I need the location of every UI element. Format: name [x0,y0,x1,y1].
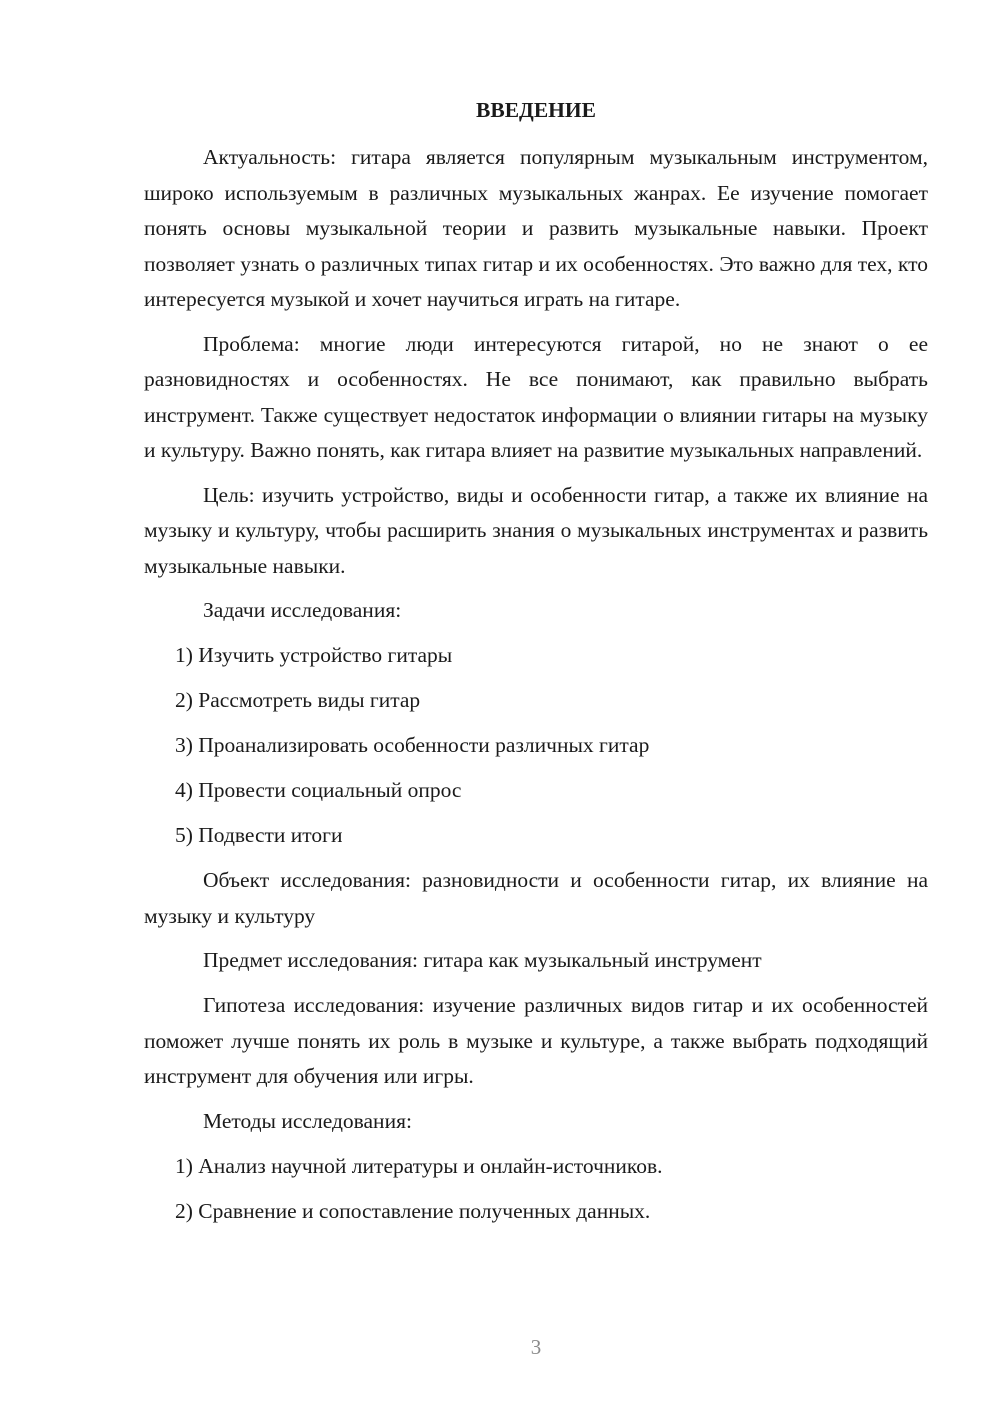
task-item: 3) Проанализировать особенности различных гитар [175,733,650,757]
page-content [144,92,928,1239]
methods-list [144,1149,928,1230]
methods-heading: Методы исследования: [203,1108,412,1133]
goal-paragraph: Цель: изучить устройство, виды и особенности гитар, а также их влияние на музыку и культуру, чтобы расширить знания о музыкальных инструментах и развить музыкальные навыки. [144,482,928,578]
method-item: 2) Сравнение и сопоставление полученных данных. [175,1198,651,1223]
section-title: ВВЕДЕНИЕ [476,98,596,122]
subject-paragraph: Предмет исследования: гитара как музыкальный инструмент [203,948,762,972]
task-item: 4) Провести социальный опрос [175,778,462,802]
task-item: 2) Рассмотреть виды гитар [175,688,421,712]
problem-paragraph: Проблема: многие люди интересуются гитарой, но не знают о ее разновидностях и особенностях. Не все понимают, как правильно выбрать инструмент. Также существует недостаток информации о влиянии гитары на музыку и культуру. Важно понять, как гитара влияет на развитие музыкальных направлений. [144,331,928,462]
tasks-heading: Задачи исследования: [203,598,402,622]
relevance-paragraph: Актуальность: гитара является популярным музыкальным инструментом, широко используемым в различных музыкальных жанрах. Ее изучение помогает понять основы музыкальной теории и развить музыкальные навыки. Проект позволяет узнать о различных типах гитар и их особенностях. Это важно для тех, кто интересуется музыкой и хочет научиться играть на гитаре. [144,145,928,311]
tasks-list [144,638,928,854]
method-item: 1) Анализ научной литературы и онлайн-источников. [175,1153,663,1178]
page-number: 3 [530,1335,542,1359]
task-item: 1) Изучить устройство гитары [175,643,453,667]
hypothesis-paragraph: Гипотеза исследования: изучение различных видов гитар и их особенностей поможет лучше понять их роль в музыке и культуре, а также выбрать подходящий инструмент для обучения или игры. [144,993,928,1088]
object-paragraph: Объект исследования: разновидности и особенности гитар, их влияние на музыку и культуру [144,868,928,928]
task-item: 5) Подвести итоги [175,823,343,847]
